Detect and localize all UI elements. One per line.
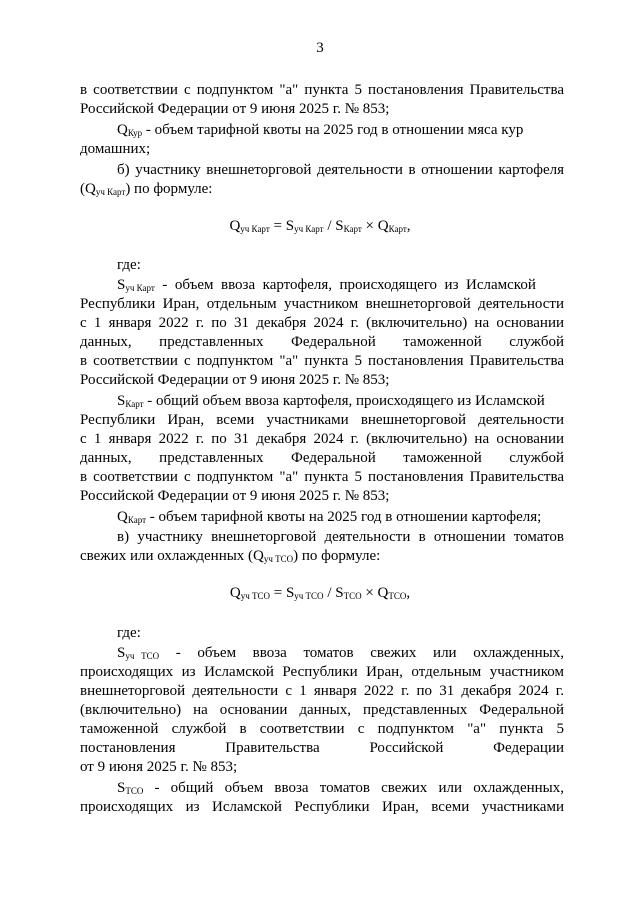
- text-line: в соответствии с подпунктом "а" пункта 5 постановления Правительства: [80, 469, 564, 485]
- text-line: в соответствии с подпунктом "а" пункта 5 постановления Правительства: [80, 353, 564, 369]
- text-line: данных, представленных Федеральной таможенной службой: [80, 334, 564, 350]
- text-line: Республики Иран, отдельным участником внешнеторговой деятельности: [80, 296, 564, 312]
- text-line: постановления Правительства Российской Федерации: [80, 740, 564, 756]
- text-line: происходящих из Исламской Республики Иран, отдельным участником: [80, 664, 564, 680]
- text-line: в соответствии с подпунктом "а" пункта 5 постановления Правительства: [80, 82, 564, 98]
- text-line: $Q_{Карт}$ - объем тарифной квоты на 2025 год в отношении картофеля;: [117, 509, 542, 525]
- text-line: данных, представленных Федеральной таможенной службой: [80, 450, 564, 466]
- page-number: 3: [316, 40, 324, 56]
- text-line: $Q_{Кур}$ - объем тарифной квоты на 2025 год в отношении мяса кур: [117, 122, 524, 138]
- formula-potato: $Q_{уч Карт} = S_{уч Карт} / S_{Карт} \times Q_{Карт}$,: [229, 218, 411, 234]
- text-line: где:: [117, 257, 141, 273]
- text-line: внешнеторговой деятельности с 1 января 2022 г. по 31 декабря 2024 г.: [80, 683, 564, 699]
- text-line: в) участнику внешнеторговой деятельности в отношении томатов: [117, 529, 564, 545]
- text-line: от 9 июня 2025 г. № 853;: [80, 759, 238, 775]
- text-line: (включительно) на основании данных, представленных Федеральной: [80, 702, 564, 718]
- text-line: таможенной службой в соответствии с подпунктом "а" пункта 5: [80, 721, 564, 737]
- text-line: Российской Федерации от 9 июня 2025 г. № 853;: [80, 101, 390, 117]
- text-line: домашних;: [80, 141, 151, 157]
- text-line: $S_{уч Карт}$ - объем ввоза картофеля, происходящего из Исламской: [117, 277, 536, 293]
- text-line: Республики Иран, всеми участниками внешнеторговой деятельности: [80, 412, 564, 428]
- text-line: $S_{уч ТСО}$ - объем ввоза томатов свежих или охлажденных,: [117, 645, 564, 661]
- text-line: Российской Федерации от 9 июня 2025 г. № 853;: [80, 372, 390, 388]
- text-line: $S_{Карт}$ - общий объем ввоза картофеля, происходящего из Исламской: [117, 393, 545, 409]
- text-line: происходящих из Исламской Республики Иран, всеми участниками: [80, 799, 564, 815]
- text-line: с 1 января 2022 г. по 31 декабря 2024 г. (включительно) на основании: [80, 431, 564, 447]
- text-line: $S_{ТСО}$ - общий объем ввоза томатов свежих или охлажденных,: [117, 780, 564, 796]
- text-line: свежих или охлажденных $(Q_{уч ТСО})$ по формуле:: [80, 548, 381, 564]
- text-line: с 1 января 2022 г. по 31 декабря 2024 г. (включительно) на основании: [80, 315, 564, 331]
- text-line: $(Q_{уч Карт})$ по формуле:: [80, 181, 213, 197]
- formula-tomato: $Q_{уч ТСО} = S_{уч ТСО} / S_{ТСО} \times Q_{ТСО}$,: [229, 585, 411, 601]
- text-line: где:: [117, 625, 141, 641]
- text-line: б) участнику внешнеторговой деятельности в отношении картофеля: [117, 162, 564, 178]
- text-line: Российской Федерации от 9 июня 2025 г. № 853;: [80, 488, 390, 504]
